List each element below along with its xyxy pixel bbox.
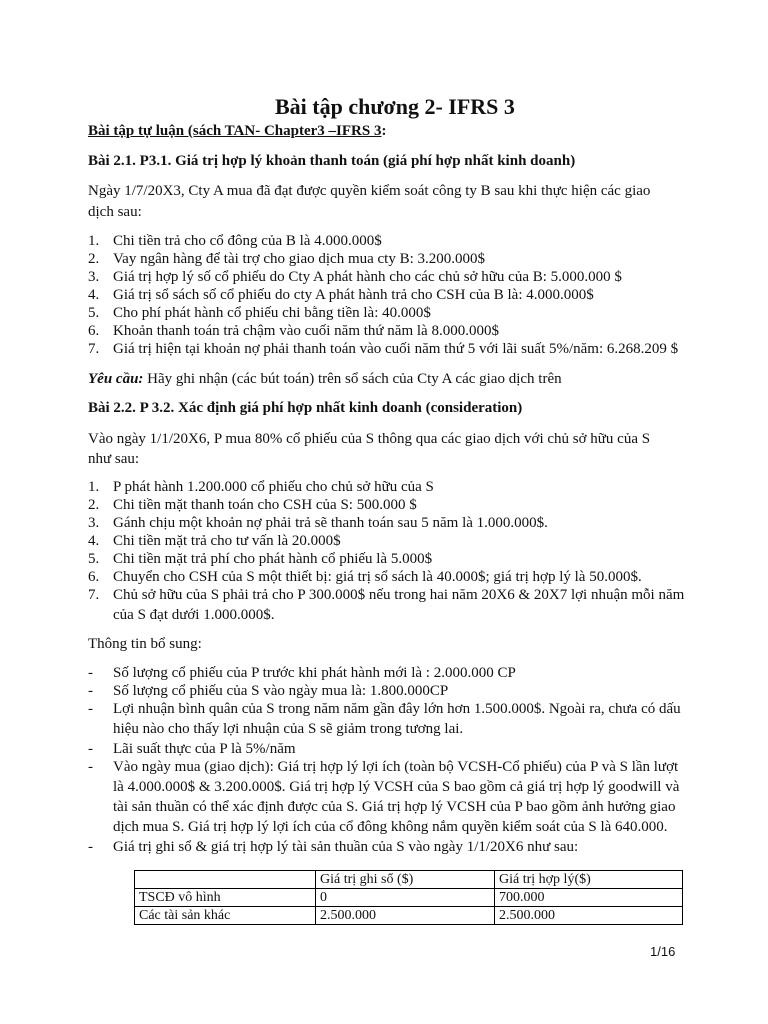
list-item: Giá trị sổ sách số cổ phiếu do cty A phát hành trả cho CSH của B là: 4.000.000$ bbox=[113, 287, 594, 303]
list-item: Giá trị hiện tại khoản nợ phải thanh toán vào cuối năm thứ 5 với lãi suất 5%/năm: 6.268.209 $ bbox=[113, 341, 679, 357]
list-number: 5. bbox=[88, 305, 100, 321]
list-number: 6. bbox=[88, 323, 100, 339]
table-header-row bbox=[135, 871, 683, 889]
list-number: 1. bbox=[88, 233, 100, 249]
exercise-2-intro-line: như sau: bbox=[88, 451, 140, 467]
list-number: 7. bbox=[88, 341, 100, 357]
requirement-text: Hãy ghi nhận (các bút toán) trên sổ sách của Cty A các giao dịch trên bbox=[143, 371, 562, 387]
bullet-dash: - bbox=[88, 759, 93, 775]
table-header-cell: Giá trị hợp lý($) bbox=[495, 871, 683, 889]
extra-info-title: Thông tin bổ sung: bbox=[88, 636, 202, 652]
table-cell: 2.500.000 bbox=[495, 907, 683, 925]
exercise-1-heading: Bài 2.1. P3.1. Giá trị hợp lý khoản thanh toán (giá phí hợp nhất kinh doanh) bbox=[88, 153, 576, 169]
list-item: Chuyển cho CSH của S một thiết bị: giá trị sổ sách là 40.000$; giá trị hợp lý là 50.000$. bbox=[113, 569, 642, 585]
bullet-item: Vào ngày mua (giao dịch): Giá trị hợp lý lợi ích (toàn bộ VCSH-Cổ phiếu) của P và S lần lượt bbox=[113, 759, 679, 775]
net-assets-table bbox=[134, 870, 683, 925]
list-item: Cho phí phát hành cổ phiếu chi bằng tiền là: 40.000$ bbox=[113, 305, 431, 321]
bullet-dash: - bbox=[88, 665, 93, 681]
table-cell: 700.000 bbox=[495, 889, 683, 907]
page-title: Bài tập chương 2- IFRS 3 bbox=[275, 94, 515, 119]
table-row bbox=[135, 907, 683, 925]
exercise-2-heading: Bài 2.2. P 3.2. Xác định giá phí hợp nhất kinh doanh (consideration) bbox=[88, 400, 523, 416]
list-number: 2. bbox=[88, 497, 100, 513]
list-number: 1. bbox=[88, 479, 100, 495]
bullet-dash: - bbox=[88, 683, 93, 699]
list-number: 6. bbox=[88, 569, 100, 585]
list-number: 3. bbox=[88, 515, 100, 531]
table-cell: Các tài sản khác bbox=[135, 907, 316, 925]
page-number: 1/16 bbox=[650, 944, 676, 959]
list-item: Chi tiền mặt trả phí cho phát hành cổ phiếu là 5.000$ bbox=[113, 551, 433, 567]
bullet-item: Giá trị ghi sổ & giá trị hợp lý tài sản thuần của S vào ngày 1/1/20X6 như sau: bbox=[113, 839, 579, 855]
bullet-dash: - bbox=[88, 741, 93, 757]
bullet-item: Số lượng cổ phiếu của P trước khi phát hành mới là : 2.000.000 CP bbox=[113, 665, 516, 681]
subtitle-text: Bài tập tự luận (sách TAN- Chapter3 –IFRS 3 bbox=[88, 123, 382, 139]
bullet-dash: - bbox=[88, 701, 93, 717]
list-number: 7. bbox=[88, 587, 100, 603]
list-item: Chủ sở hữu của S phải trả cho P 300.000$ nếu trong hai năm 20X6 & 20X7 lợi nhuận mỗi năm bbox=[113, 587, 685, 603]
exercise-1-requirement bbox=[88, 370, 562, 388]
list-item: Chi tiền trả cho cổ đông của B là 4.000.000$ bbox=[113, 233, 382, 249]
subtitle bbox=[88, 122, 386, 140]
table-cell: 2.500.000 bbox=[316, 907, 495, 925]
requirement-label: Yêu cầu: bbox=[88, 371, 144, 387]
table-row bbox=[135, 889, 683, 907]
bullet-item-continuation: hiệu nào cho thấy lợi nhuận của S sẽ giảm trong tương lai. bbox=[113, 721, 464, 737]
list-number: 4. bbox=[88, 533, 100, 549]
list-item: Chi tiền mặt trả cho tư vấn là 20.000$ bbox=[113, 533, 341, 549]
bullet-item-continuation: là 4.000.000$ & 3.200.000$. Giá trị hợp lý VCSH của S bao gồm cả giá trị hợp lý goodwill và bbox=[113, 779, 680, 795]
bullet-item: Lợi nhuận bình quân của S trong năm năm gần đây lớn hơn 1.500.000$. Ngoài ra, chưa có dấu bbox=[113, 701, 681, 717]
exercise-1-intro-line: dịch sau: bbox=[88, 204, 142, 220]
bullet-item-continuation: dịch mua S. Giá trị hợp lý lợi ích của cổ đông không nắm quyền kiểm soát của S là 640.000. bbox=[113, 819, 668, 835]
bullet-item-continuation: tài sản thuần có thể xác định được của S. Giá trị hợp lý VCSH của P bao gồm ảnh hưởng giao bbox=[113, 799, 676, 815]
list-number: 5. bbox=[88, 551, 100, 567]
list-number: 3. bbox=[88, 269, 100, 285]
subtitle-suffix: : bbox=[381, 123, 387, 139]
list-item: P phát hành 1.200.000 cổ phiếu cho chủ sở hữu của S bbox=[113, 479, 434, 495]
list-number: 4. bbox=[88, 287, 100, 303]
table-header-cell bbox=[135, 871, 316, 889]
list-item: Gánh chịu một khoản nợ phải trả sẽ thanh toán sau 5 năm là 1.000.000$. bbox=[113, 515, 548, 531]
list-number: 2. bbox=[88, 251, 100, 267]
list-item: Khoản thanh toán trả chậm vào cuối năm thứ năm là 8.000.000$ bbox=[113, 323, 499, 339]
list-item: Vay ngân hàng để tài trợ cho giao dịch mua cty B: 3.200.000$ bbox=[113, 251, 486, 267]
table-header-cell: Giá trị ghi sổ ($) bbox=[316, 871, 495, 889]
bullet-item: Lãi suất thực của P là 5%/năm bbox=[113, 741, 296, 757]
exercise-1-intro-line: Ngày 1/7/20X3, Cty A mua đã đạt được quyền kiểm soát công ty B sau khi thực hiện các giao bbox=[88, 183, 651, 199]
list-item: Giá trị hợp lý số cổ phiếu do Cty A phát hành cho các chủ sở hữu của B: 5.000.000 $ bbox=[113, 269, 622, 285]
list-item: Chi tiền mặt thanh toán cho CSH của S: 500.000 $ bbox=[113, 497, 417, 513]
table-cell: TSCĐ vô hình bbox=[135, 889, 316, 907]
exercise-2-intro-line: Vào ngày 1/1/20X6, P mua 80% cổ phiếu của S thông qua các giao dịch với chủ sở hữu của S bbox=[88, 431, 651, 447]
bullet-dash: - bbox=[88, 839, 93, 855]
table-cell: 0 bbox=[316, 889, 495, 907]
list-item-continuation: của S đạt dưới 1.000.000$. bbox=[113, 607, 275, 623]
bullet-item: Số lượng cổ phiếu của S vào ngày mua là: 1.800.000CP bbox=[113, 683, 449, 699]
